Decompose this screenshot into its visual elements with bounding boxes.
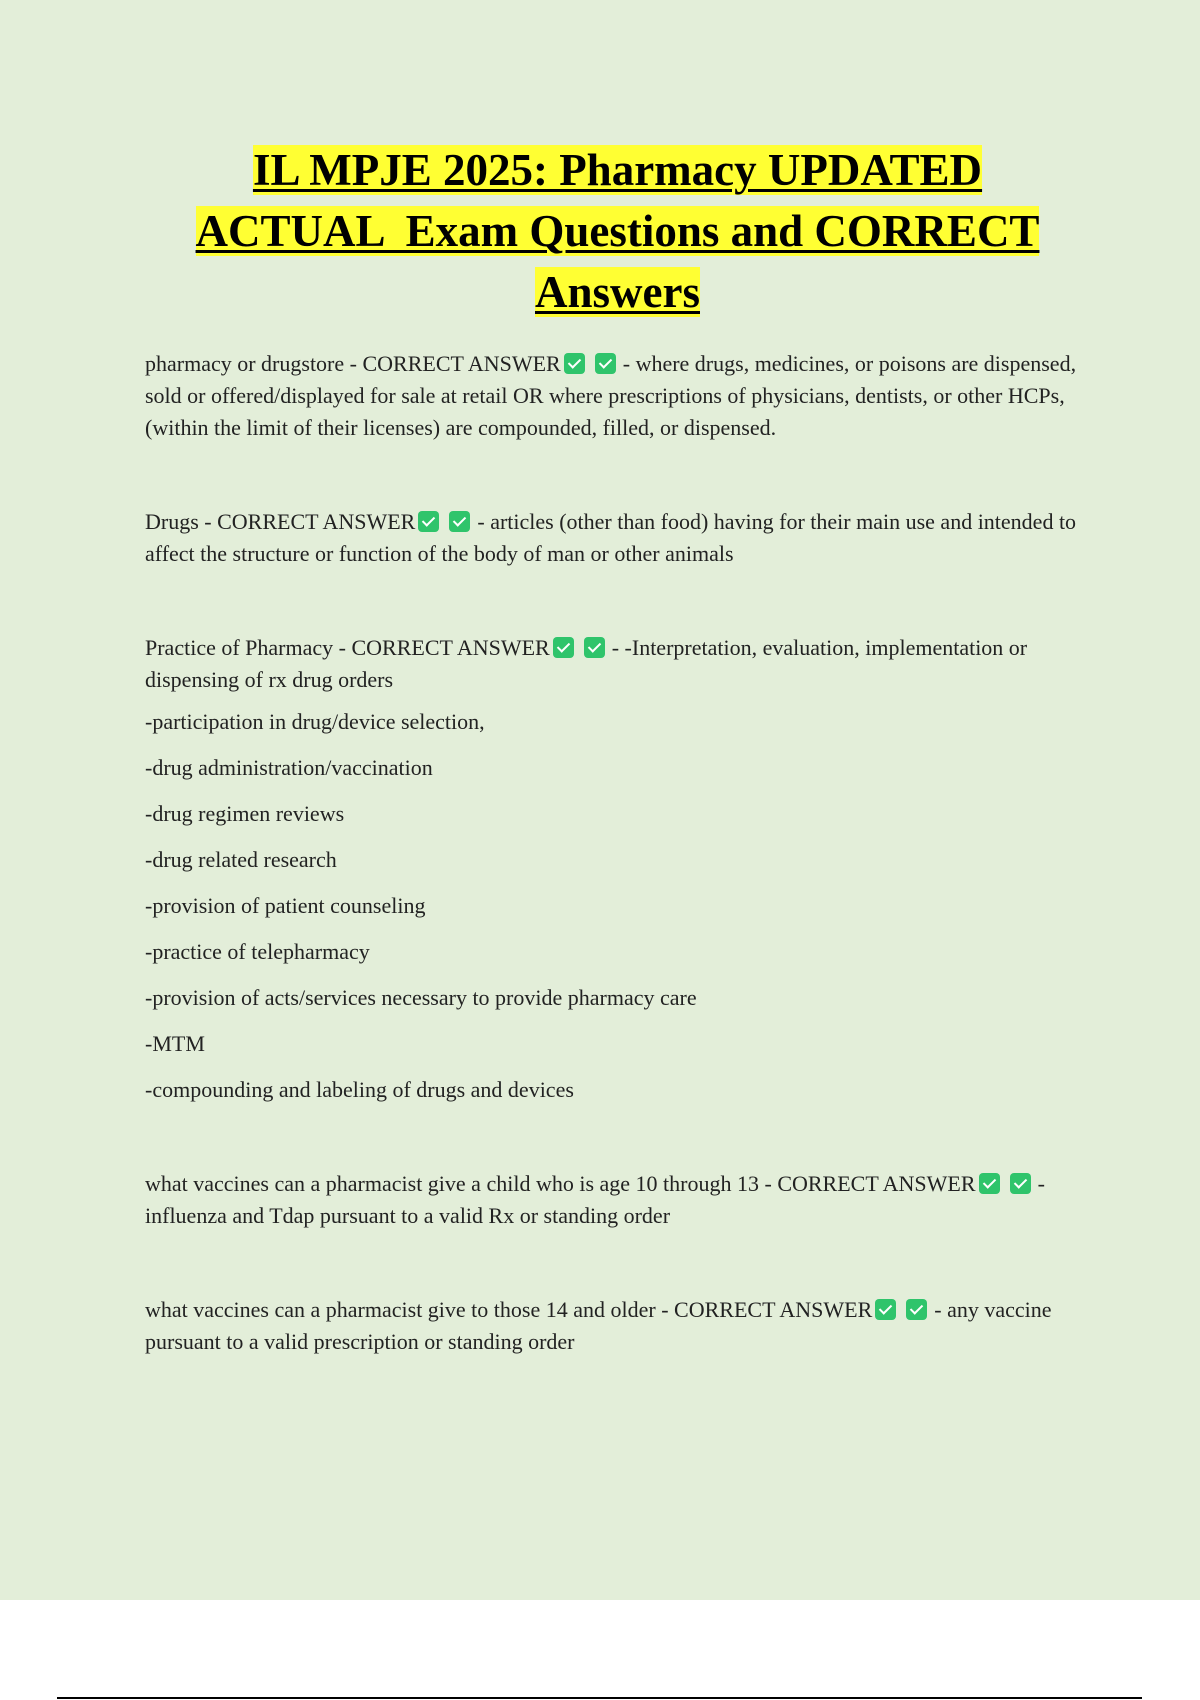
bullet-item: -practice of telepharmacy: [145, 939, 370, 964]
spacer: [145, 1232, 1085, 1294]
check-mark-button-icon: [564, 353, 585, 374]
qa-item-vaccines-10-13: what vaccines can a pharmacist give a child who is age 10 through 13 - CORRECT ANSWER - influenza and Tdap pursuant to a valid Rx or standing order: [145, 1171, 1045, 1228]
bullet-item: -provision of acts/services necessary to provide pharmacy care: [145, 985, 697, 1010]
check-mark-button-icon: [418, 511, 439, 532]
answer-marker: CORRECT ANSWER: [674, 1297, 873, 1322]
check-mark-button-icon: [906, 1299, 927, 1320]
check-mark-button-icon: [553, 637, 574, 658]
qa-answer: influenza and Tdap pursuant to a valid Rx or standing order: [145, 1203, 671, 1228]
title-line-3: Answers: [535, 267, 700, 317]
bullet-item: -compounding and labeling of drugs and devices: [145, 1077, 574, 1102]
qa-item-practice-of-pharmacy: Practice of Pharmacy - CORRECT ANSWER - -Interpretation, evaluation, implementation or dispensing of rx drug orders: [145, 635, 1028, 692]
qa-item-pharmacy: pharmacy or drugstore - CORRECT ANSWER - where drugs, medicines, or poisons are dispensed, sold or offered/displayed for sale at retail OR where prescriptions of physicians, dentists, or other HCPs, (within the limit of their licenses) are compounded, filled, or dispensed.: [145, 351, 1077, 440]
check-mark-button-icon: [979, 1173, 1000, 1194]
qa-answer: articles (other than food) having for their main use and intended to affect the structure or function of the body of man or other animals: [145, 509, 1077, 566]
qa-item-vaccines-14-older: what vaccines can a pharmacist give to those 14 and older - CORRECT ANSWER - any vaccine pursuant to a valid prescription or standing order: [145, 1297, 1052, 1354]
title-line-2: ACTUAL Exam Questions and CORRECT: [195, 206, 1040, 256]
spacer: [145, 444, 1085, 506]
bullet-item: -participation in drug/device selection,: [145, 709, 485, 734]
check-mark-button-icon: [449, 511, 470, 532]
answer-marker: CORRECT ANSWER: [362, 351, 561, 376]
bullet-item: -provision of patient counseling: [145, 893, 426, 918]
check-mark-button-icon: [584, 637, 605, 658]
answer-marker: CORRECT ANSWER: [351, 635, 550, 660]
qa-answer: where drugs, medicines, or poisons are dispensed, sold or offered/displayed for sale at retail OR where prescriptions of physicians, dentists, or other HCPs, (within the limit of their licenses) are compounded, filled, or dispensed.: [145, 351, 1077, 440]
qa-term: what vaccines can a pharmacist give a child who is age 10 through 13: [145, 1171, 759, 1196]
title-line-1: IL MPJE 2025: Pharmacy UPDATED: [252, 145, 983, 195]
bullet-item: -drug related research: [145, 847, 337, 872]
bullet-item: -drug administration/vaccination: [145, 755, 433, 780]
document-title: [120, 140, 1115, 323]
footer-divider: [57, 1697, 1142, 1699]
qa-term: Practice of Pharmacy: [145, 635, 334, 660]
spacer: [145, 570, 1085, 632]
qa-term: Drugs: [145, 509, 199, 534]
spacer: [145, 1106, 1085, 1168]
qa-item-drugs: Drugs - CORRECT ANSWER - articles (other than food) having for their main use and intended to affect the structure or function of the body of man or other animals: [145, 509, 1077, 566]
bullet-item: -MTM: [145, 1031, 205, 1056]
bullet-item: -drug regimen reviews: [145, 801, 345, 826]
qa-answer: any vaccine pursuant to a valid prescription or standing order: [145, 1297, 1052, 1354]
qa-term: pharmacy or drugstore: [145, 351, 345, 376]
check-mark-button-icon: [875, 1299, 896, 1320]
answer-marker: CORRECT ANSWER: [217, 509, 416, 534]
check-mark-button-icon: [595, 353, 616, 374]
qa-list: [145, 348, 1085, 1358]
check-mark-button-icon: [1010, 1173, 1031, 1194]
answer-marker: CORRECT ANSWER: [777, 1171, 976, 1196]
qa-answer: -Interpretation, evaluation, implementation or dispensing of rx drug orders: [145, 635, 1028, 692]
qa-term: what vaccines can a pharmacist give to those 14 and older: [145, 1297, 656, 1322]
